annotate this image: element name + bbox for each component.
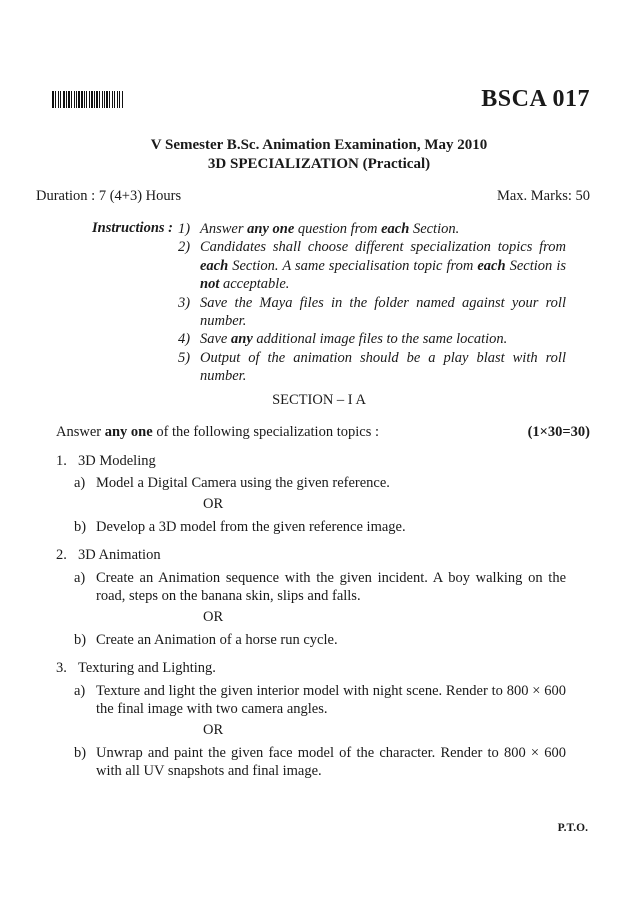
question-3b: b) Unwrap and paint the given face model of the character. Render to 800 × 600 with all UV snapshots and final image. [74, 745, 566, 780]
question-1a: a) Model a Digital Camera using the given reference. [74, 475, 390, 491]
question-2a: a) Create an Animation sequence with the given incident. A boy walking on the road, steps on the banana skin, slips and falls. [74, 570, 566, 605]
instruction-item: 3) Save the Maya files in the folder named against your roll number. [178, 294, 566, 330]
or-separator: OR [203, 496, 224, 512]
instructions-heading: Instructions : [92, 220, 173, 236]
please-turn-over: P.T.O. [557, 822, 588, 834]
instruction-item: 5) Output of the animation should be a play blast with roll number. [178, 349, 566, 385]
barcode-bar [122, 91, 123, 108]
instruction-item: 1) Answer any one question from each Section. [178, 221, 460, 237]
instructions-list [178, 220, 566, 386]
barcode [52, 91, 160, 108]
question-3a: a) Texture and light the given interior model with night scene. Render to 800 × 600 the final image with two camera angles. [74, 683, 566, 718]
or-separator: OR [203, 609, 224, 625]
instruction-item: 2) Candidates shall choose different specialization topics from each Section. A same specialisation topic from each Section is not acceptable. [178, 239, 566, 293]
exam-title: V Semester B.Sc. Animation Examination, May 2010 [150, 137, 488, 153]
paper-code: BSCA 017 [481, 86, 590, 112]
question-1b: b) Develop a 3D model from the given reference image. [74, 519, 406, 535]
exam-page: BSCA 017 V Semester B.Sc. Animation Examination, May 2010 3D SPECIALIZATION (Practical) Duration : 7 (4+3) Hours Max. Marks: 50 Instructions : 1) Answer any one question from each Section. 2) Candidates shall choose different specialization topics from each Section. A same specialisation topic from each Section is not acceptable. 3) Save the Maya files in the folder named against your roll number. 4) Save any additional image files to the same location. 5) Output of the animation should be a play blast with roll number. SECTION – I A Answer any one of the following specialization topics : (1×30=30) 1. 3D Modeling a) Model a Digital Camera using the given reference. OR b) Develop a 3D model from the given reference image. 2. 3D Animation a) Create an Animation sequence with the given incident. A boy walking on the road, steps on the banana skin, slips and falls. OR b) Create an Animation of a horse run cycle. 3. Texturing and Lighting. a) Texture and light the given interior model with night scene. Render to 800 × 600 the final image with two camera angles. OR b) Unwrap and paint the given face model of the character. Render to 800 × 600 with all UV snapshots and final image. P.T.O. [0, 0, 638, 903]
question-2b: b) Create an Animation of a horse run cycle. [74, 632, 338, 648]
section-title: SECTION – I A [272, 392, 366, 408]
or-separator: OR [203, 722, 224, 738]
section-marks: (1×30=30) [527, 424, 590, 440]
duration: Duration : 7 (4+3) Hours [36, 188, 182, 204]
exam-subject: 3D SPECIALIZATION (Practical) [207, 156, 431, 172]
max-marks: Max. Marks: 50 [496, 188, 590, 204]
section-instruction: Answer any one of the following specialization topics : [56, 424, 379, 440]
instruction-item: 4) Save any additional image files to the same location. [178, 331, 508, 348]
